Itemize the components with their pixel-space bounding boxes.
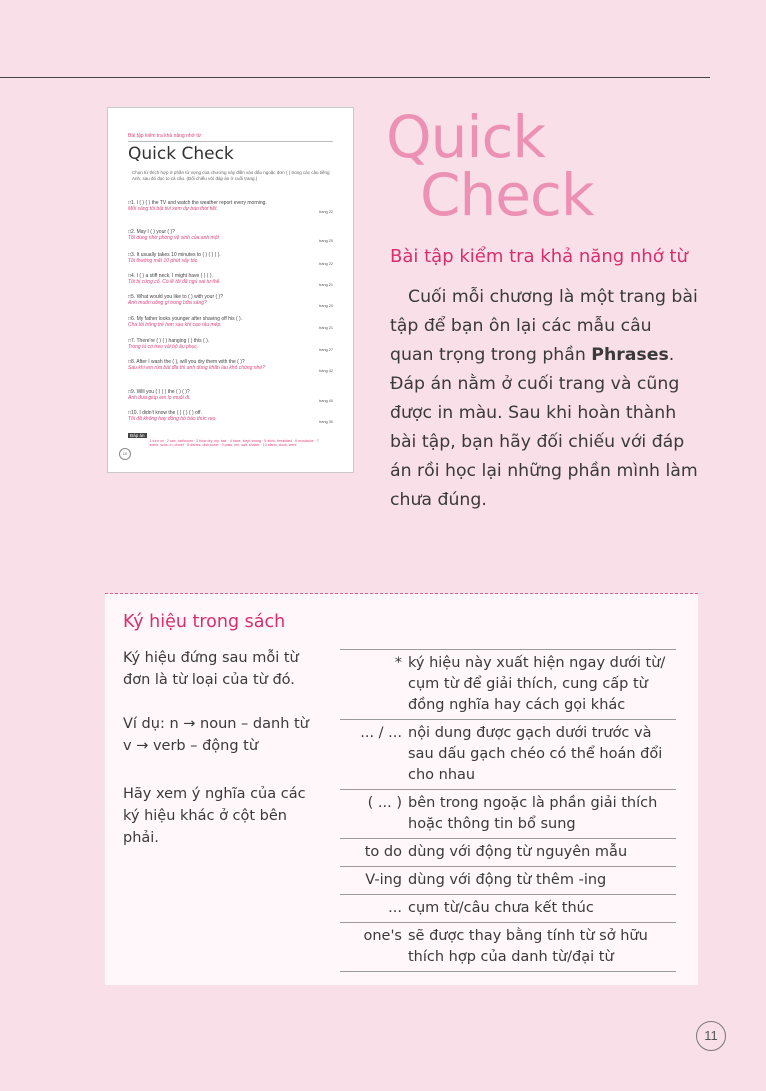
exercise-page-ref: trang 21 bbox=[319, 326, 333, 330]
legend-example-2: v → verb – động từ bbox=[123, 738, 259, 754]
exercise-translation: Tôi đã không hay đồng hồ báo thức reo. bbox=[128, 416, 217, 422]
legend-title: Ký hiệu trong sách bbox=[123, 612, 286, 632]
exercise-page-ref: trang 40 bbox=[319, 399, 333, 403]
exercise-sentence: □2. May I ( ) your ( )? bbox=[128, 229, 175, 235]
thumbnail-exercise-item bbox=[128, 316, 333, 328]
symbol-cell: to do bbox=[364, 844, 402, 860]
exercise-sentence: □5. What would you like to ( ) with your ( )? bbox=[128, 294, 223, 300]
legend-intro: Ký hiệu đứng sau mỗi từ đơn là từ loại của từ đó. bbox=[123, 650, 299, 688]
table-row bbox=[340, 839, 676, 867]
thumbnail-answer-box bbox=[128, 433, 333, 451]
meaning-cell: bên trong ngoặc là phần giải thích hoặc thông tin bổ sung bbox=[408, 795, 658, 832]
description-paragraph bbox=[390, 283, 700, 515]
exercise-translation: Mỗi sáng tôi bật tivi xem dự báo thời tiết. bbox=[128, 206, 218, 212]
exercise-page-ref: trang 20 bbox=[319, 239, 333, 243]
meaning-cell: cụm từ/câu chưa kết thúc bbox=[408, 900, 594, 916]
exercise-sentence: □9. Will you ( ) ( ) the ( ) ( )? bbox=[128, 389, 190, 395]
exercise-sentence: □3. It usually takes 10 minutes to ( ) ( ) ( ). bbox=[128, 252, 221, 258]
thumbnail-exercise-item bbox=[128, 410, 333, 422]
exercise-page-ref: trang 21 bbox=[319, 283, 333, 287]
exercise-sentence: □8. After I wash the ( ), will you dry them with the ( )? bbox=[128, 359, 245, 365]
exercise-page-ref: trang 22 bbox=[319, 210, 333, 214]
exercise-sentence: □4. I ( ) a stiff neck. I might have ( ) ( ). bbox=[128, 273, 213, 279]
thumbnail-exercise-item bbox=[128, 338, 333, 350]
exercise-sentence: □6. My father looks younger after shaving off his ( ). bbox=[128, 316, 243, 322]
exercise-page-ref: trang 22 bbox=[319, 262, 333, 266]
meaning-cell: sẽ được thay bằng tính từ sở hữu thích hợp của danh từ/đại từ bbox=[408, 928, 648, 965]
section-heading: Bài tập kiểm tra khả năng nhớ từ bbox=[390, 246, 688, 267]
table-row bbox=[340, 790, 676, 839]
thumbnail-exercise-item bbox=[128, 252, 333, 264]
table-row bbox=[340, 867, 676, 895]
exercise-sentence: □10. I didn't know the ( ) ( ) ( ) off. bbox=[128, 410, 202, 416]
exercise-page-ref: trang 27 bbox=[319, 348, 333, 352]
exercise-translation: Trong tủ có treo vài bộ âu phục. bbox=[128, 344, 199, 350]
page-number: 11 bbox=[696, 1021, 726, 1051]
symbol-cell: * bbox=[394, 655, 402, 671]
symbol-table bbox=[340, 649, 676, 972]
exercise-translation: Cha tôi trông trẻ hơn sau khi cạo râu mép. bbox=[128, 322, 222, 328]
paragraph-text-1: Cuối mỗi chương là một trang bài tập để bạn ôn lại các mẫu câu quan trọng trong phần bbox=[390, 287, 698, 365]
heading-line-2: Check bbox=[420, 161, 594, 229]
thumbnail-exercise-item bbox=[128, 359, 333, 371]
answer-label: Đáp án bbox=[130, 433, 145, 438]
exercise-sentence: □7. There're ( ) ( ) hanging ( ) this ( ). bbox=[128, 338, 210, 344]
thumbnail-subtitle: Bài tập kiểm tra khả năng nhớ từ bbox=[128, 133, 202, 139]
table-row bbox=[340, 720, 676, 790]
quick-check-page-thumbnail bbox=[107, 107, 354, 473]
table-row bbox=[340, 923, 676, 972]
quick-check-heading bbox=[386, 103, 646, 229]
meaning-cell: dùng với động từ nguyên mẫu bbox=[408, 844, 628, 860]
legend-example-1: Ví dụ: n → noun – danh từ bbox=[123, 716, 309, 732]
exercise-translation: Tôi bị cứng cổ. Có lẽ tôi đã ngủ sai tư thế. bbox=[128, 279, 221, 285]
thumbnail-page-number: 10 bbox=[119, 448, 131, 460]
meaning-cell: nội dung được gạch dưới trước và sau dấu gạch chéo có thể hoán đổi cho nhau bbox=[408, 725, 663, 783]
paragraph-text-2: . Đáp án nằm ở cuối trang và cũng được in màu. Sau khi hoàn thành bài tập, bạn hãy đối chiếu với đáp án rồi học lại những phần mình làm chưa đúng. bbox=[390, 345, 698, 510]
answer-text: 1 turn on · 2 use, bathroom · 3 blow dry, my, hair · 4 have, slept wrong · 5 drink, breakfast · 6 mustache · 7 some, suits, in, closet · 8 dishes, dish towel · 9 pass, me, salt, shaker · 10 alarm, clock, went bbox=[149, 438, 319, 447]
exercise-translation: Sau khi em rửa bát đĩa thì anh dùng khăn lau khô chúng nhé? bbox=[128, 365, 265, 371]
symbol-cell: V-ing bbox=[365, 872, 402, 888]
symbol-cell: ... bbox=[388, 900, 402, 916]
paragraph-bold: Phrases bbox=[591, 345, 669, 365]
thumbnail-exercise-item bbox=[128, 273, 333, 285]
exercise-page-ref: trang 42 bbox=[319, 369, 333, 373]
exercise-translation: Anh muốn uống gì trong bữa sáng? bbox=[128, 300, 207, 306]
legend-note: Hãy xem ý nghĩa của các ký hiệu khác ở cột bên phải. bbox=[123, 786, 306, 846]
exercise-translation: Tôi dùng nhờ phòng vệ sinh của anh một bbox=[128, 235, 219, 241]
exercise-sentence: □1. I ( ) ( ) the TV and watch the weather report every morning. bbox=[128, 200, 267, 206]
thumbnail-exercise-item bbox=[128, 389, 333, 401]
thumbnail-exercise-item bbox=[128, 229, 333, 241]
thumbnail-exercise-item bbox=[128, 200, 333, 212]
thumbnail-intro: Chọn từ thích hợp ở phần từ vựng của chương này điền vào dấu ngoặc đơn ( ) trong các câu tiếng Anh, sau đó đọc to cả câu. (Đối chiếu với đáp án ở cuối trang.) bbox=[132, 170, 330, 181]
table-row bbox=[340, 895, 676, 923]
exercise-page-ref: trang 20 bbox=[319, 304, 333, 308]
table-row bbox=[340, 650, 676, 720]
exercise-page-ref: trang 30 bbox=[319, 420, 333, 424]
exercise-translation: Tôi thường mất 10 phút sấy tóc. bbox=[128, 258, 199, 264]
legend-panel-top-border bbox=[105, 593, 698, 594]
symbol-cell: ( ... ) bbox=[367, 795, 402, 811]
symbol-cell: ... / ... bbox=[360, 725, 402, 741]
thumbnail-title: Quick Check bbox=[128, 144, 234, 164]
heading-line-1: Quick bbox=[386, 103, 546, 171]
symbol-cell: one's bbox=[363, 928, 402, 944]
thumbnail-exercise-item bbox=[128, 294, 333, 306]
thumbnail-rule bbox=[128, 141, 333, 142]
top-rule bbox=[0, 77, 710, 78]
meaning-cell: ký hiệu này xuất hiện ngay dưới từ/ cụm từ để giải thích, cung cấp từ đồng nghĩa hay cách gọi khác bbox=[408, 655, 666, 713]
meaning-cell: dùng với động từ thêm -ing bbox=[408, 872, 607, 888]
exercise-translation: Anh đưa giúp em lọ muối đi. bbox=[128, 395, 191, 401]
